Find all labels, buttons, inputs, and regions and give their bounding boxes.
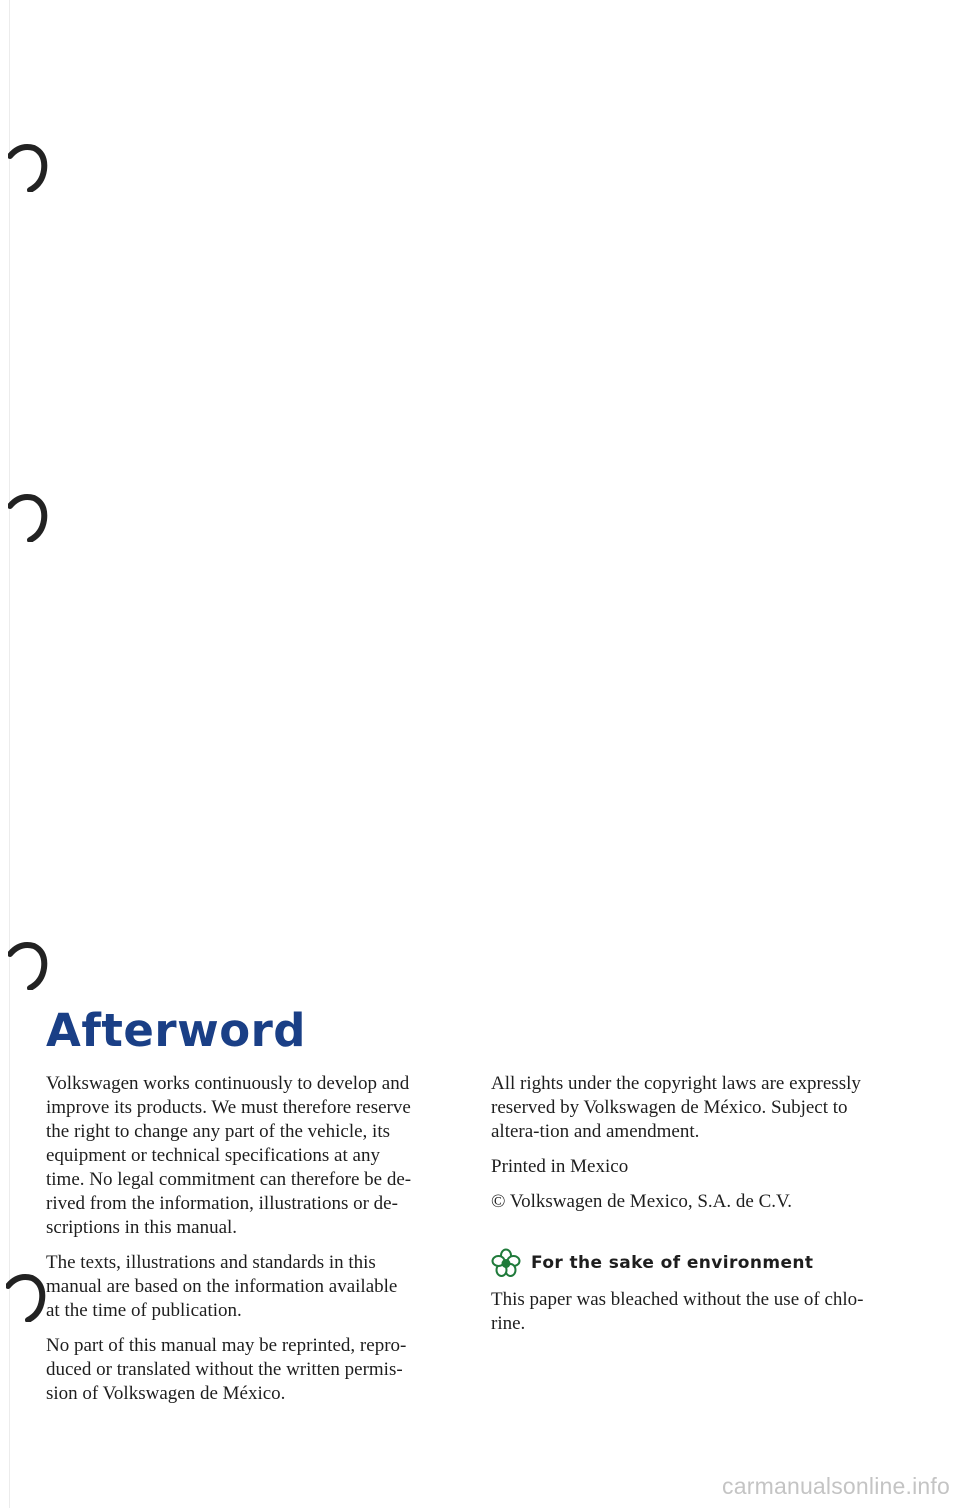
text-line: the right to change any part of the vehicle, its (46, 1121, 390, 1142)
paragraph-printed-in (491, 1155, 911, 1179)
text-line: Volkswagen works continuously to develop and (46, 1073, 410, 1094)
text-line: All rights under the copyright laws are expressly (491, 1073, 861, 1094)
text-line: rine. (491, 1313, 526, 1334)
paragraph-product-changes (46, 1072, 466, 1240)
page-title: Afterword (46, 1004, 307, 1057)
paragraph-copyright (491, 1072, 911, 1144)
text-line: at the time of publication. (46, 1300, 242, 1321)
text-line: sion of Volkswagen de México. (46, 1383, 286, 1404)
watermark-text: carmanualsonline.info (722, 1473, 950, 1499)
left-column (46, 1072, 466, 1417)
paragraph-copyright-holder (491, 1190, 911, 1214)
punch-hole-mark (8, 492, 48, 542)
paragraph-reprint-permission (46, 1334, 466, 1406)
punch-hole-mark (8, 940, 48, 990)
text-line: altera-tion and amendment. (491, 1121, 700, 1142)
text-line: This paper was bleached without the use of chlo- (491, 1289, 864, 1310)
paragraph-publication-basis (46, 1251, 466, 1323)
text-line: duced or translated without the written permis- (46, 1359, 403, 1380)
text-line: Printed in Mexico (491, 1156, 629, 1177)
flower-icon (491, 1248, 521, 1278)
punch-hole-mark (8, 142, 48, 192)
punch-hole-mark (6, 1272, 46, 1322)
text-line: equipment or technical specifications at any (46, 1145, 380, 1166)
text-line: No part of this manual may be reprinted, repro- (46, 1335, 407, 1356)
text-line: rived from the information, illustrations or de- (46, 1193, 398, 1214)
right-column (491, 1072, 911, 1347)
text-line: scriptions in this manual. (46, 1217, 238, 1238)
text-line: time. No legal commitment can therefore be de- (46, 1169, 412, 1190)
text-line: improve its products. We must therefore reserve (46, 1097, 411, 1118)
environment-heading-text: For the sake of environment (531, 1253, 814, 1273)
environment-heading (491, 1246, 911, 1280)
paragraph-environment (491, 1288, 911, 1336)
text-line: The texts, illustrations and standards in this (46, 1252, 376, 1273)
text-line: manual are based on the information available (46, 1276, 398, 1297)
text-line: reserved by Volkswagen de México. Subject to (491, 1097, 848, 1118)
text-line: © Volkswagen de Mexico, S.A. de C.V. (491, 1191, 793, 1212)
